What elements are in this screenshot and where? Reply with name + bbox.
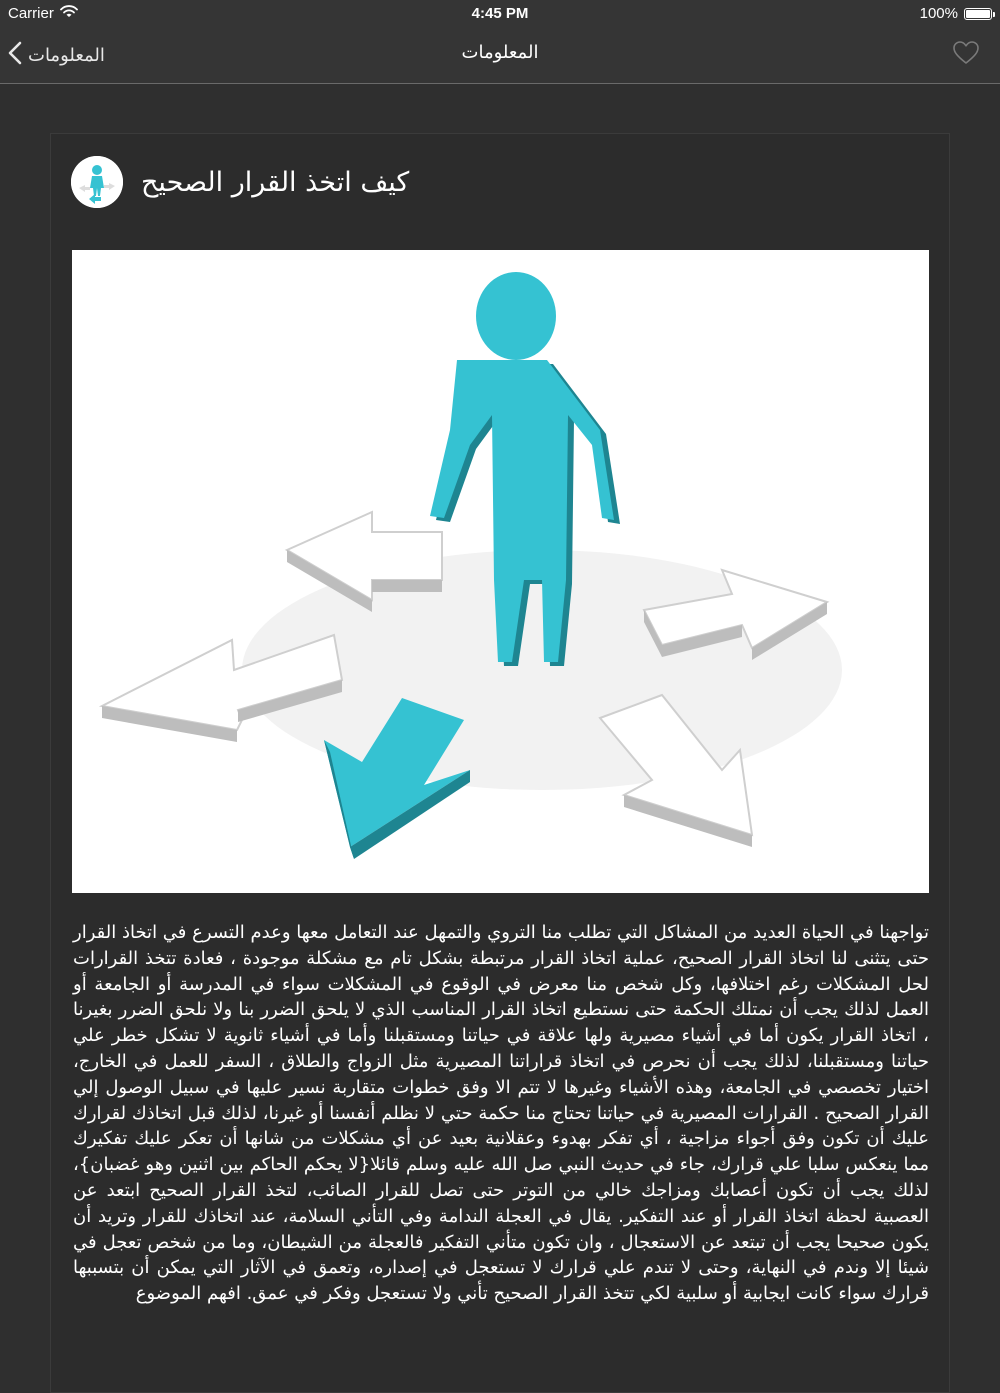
carrier-label: Carrier <box>8 5 54 22</box>
status-right <box>920 5 992 22</box>
article-thumbnail <box>71 156 123 208</box>
back-button-label: المعلومات <box>28 44 105 66</box>
article-title: كيف اتخذ القرار الصحيح <box>141 166 410 198</box>
status-time: 4:45 PM <box>471 5 529 22</box>
status-bar <box>0 0 1000 28</box>
battery-icon <box>964 8 992 20</box>
article-card <box>50 133 950 1393</box>
article-body: تواجهنا في الحياة العديد من المشاكل التي تطلب منا التروي والتمهل عند التعامل معها وعدم التسرع في اتخاذ القرار حتى يتثنى لنا اتخاذ القرار الصحيح، عملية اتخاذ القرار مرتبطة بشكل تام مع مشكلة موجودة ، فعادة تتخذ القرارات لحل المشكلات رغم اختلافها، وكل شخص منا معرض في الوقوع في المشكلات سواء في المدرسة أو الجامعة أو العمل لذلك يجب أن نمتلك الحكمة حتى نستطيع اتخاذ القرار المناسب الذي لا يلحق الضرر بنا ولا نلحق الضرر بغيرنا ، اتخاذ القرار يكون أما في أشياء مصيرية ولها علاقة في حياتنا ومستقبلنا وأما في أشياء ثانوية لا تشكل خطر علي حياتنا ومستقبلنا، لذلك يجب أن نحرص في اتخاذ قراراتنا المصيرية مثل الزواج والطلاق ، السفر للعمل في الخارج، اختيار تخصصي في الجامعة، وهذه الأشياء وغيرها لا تتم الا وفق خطوات متقاربة نسير عليها في سبيل الوصول إلي القرار الصحيح . القرارات المصيرية في حياتنا تحتاج منا حكمة حتي لا نظلم أنفسنا أو غيرنا، لذلك قبل اتخاذك لقرارك عليك أن تكون وفق أجواء مزاجية ، أي تفكر بهدوء وعقلانية بعيد عن أي مشكلات من شانها أن تعكر عليك تفكيرك مما ينعكس سلبا علي قرارك، جاء في حديث النبي صل الله عليه وسلم قائلا{لا يحكم الحاكم بين اثنين وهو غضبان}، لذلك يجب أن تكون أعصابك ومزاجك خالي من التوتر حتى تصل للقرار الصائب، لتخذ القرار الصحيح ابتعد عن العصبية لحظة اتخاذ القرار أو عند التفكير. يقال في العجلة الندامة وفي التأني السلامة، عند اتخاذك للقرار وتريد أن يكون صحيحا يجب أن تبتعد عن الاستعجال ، وان تكون متأني التفكير فالعجلة من الشيطان، وما من شخص تعجل في شيئا إلا وندم في النهاية، وحتى لا تندم علي قرارك لا تستعجل في إصداره، وتعمق في الآثار التي يمكن أن بتسببها قرارك سواء كانت ايجابية أو سلبية لكي تتخذ القرار الصحيح تأني ولا تستعجل وفكر في عمق. افهم الموضوع <box>73 922 929 1305</box>
navigation-bar <box>0 28 1000 84</box>
heart-outline-icon <box>952 51 980 70</box>
favorite-button[interactable] <box>952 40 982 70</box>
nav-title: المعلومات <box>461 42 539 63</box>
article-header <box>71 156 409 208</box>
battery-fill <box>966 10 990 18</box>
decision-illustration <box>72 250 929 893</box>
battery-percent: 100% <box>919 5 958 22</box>
